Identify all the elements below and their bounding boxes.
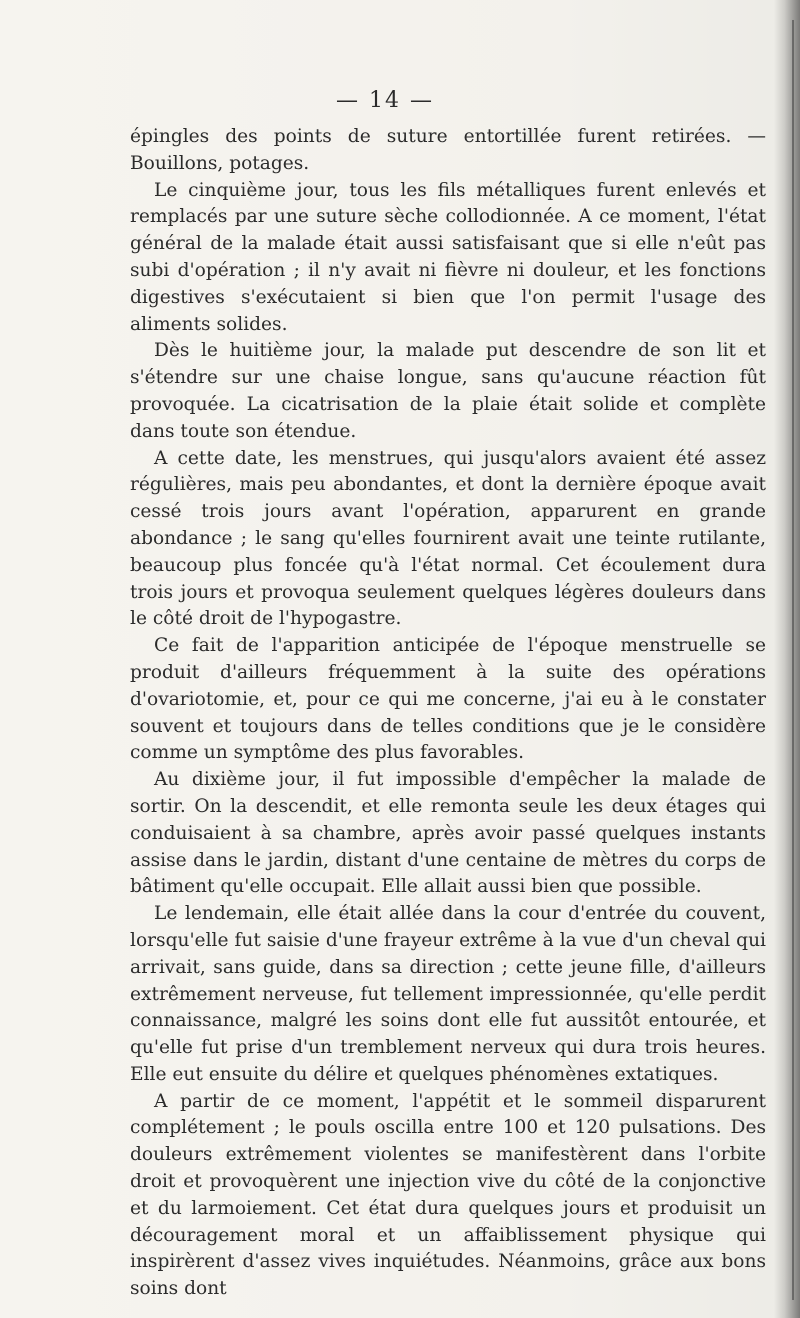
- paragraph: A partir de ce moment, l'appétit et le sommeil disparurent complétement ; le pouls oscilla entre 100 et 120 pulsations. Des douleurs extrêmement violentes se manifestèrent dans l'orbite droit et provoquèrent une injection vive du côté de la conjonctive et du larmoiement. Cet état dura quelques jours et produisit un découragement moral et un affaiblissement physique qui inspirèrent d'assez vives inquiétudes. Néanmoins, grâce aux bons soins dont: [130, 1090, 766, 1300]
- body-text: [130, 124, 766, 1303]
- paragraph: Ce fait de l'apparition anticipée de l'époque menstruelle se produit d'ailleurs fréquemment à la suite des opérations d'ovariotomie, et, pour ce qui me concerne, j'ai eu à le constater souvent et toujours dans de telles conditions que je le considère comme un symptôme des plus favorables.: [130, 635, 766, 764]
- paragraph: Au dixième jour, il fut impossible d'empêcher la malade de sortir. On la descendit, et elle remonta seule les deux étages qui conduisaient à sa chambre, après avoir passé quelques instants assise dans le jardin, distant d'une centaine de mètres du corps de bâtiment qu'elle occupait. Elle allait aussi bien que possible.: [130, 769, 766, 898]
- page-binding-edge: [774, 0, 800, 1318]
- paragraph: Dès le huitième jour, la malade put descendre de son lit et s'étendre sur une chaise longue, sans qu'aucune réaction fût provoquée. La cicatrisation de la plaie était solide et complète dans toute son étendue.: [130, 340, 766, 442]
- page-binding-line: [792, 20, 794, 1300]
- paragraph: épingles des points de suture entortillée furent retirées. — Bouillons, potages.: [130, 126, 766, 174]
- paragraph: Le lendemain, elle était allée dans la cour d'entrée du couvent, lorsqu'elle fut saisie d'une frayeur extrême à la vue d'un cheval qui arrivait, sans guide, dans sa direction ; cette jeune fille, d'ailleurs extrêmement nerveuse, fut tellement impressionnée, qu'elle perdit connaissance, malgré les soins dont elle fut aussitôt entourée, et qu'elle fut prise d'un tremblement nerveux qui dura trois heures. Elle eut ensuite du délire et quelques phénomènes extatiques.: [130, 903, 766, 1085]
- paragraph: Le cinquième jour, tous les fils métalliques furent enlevés et remplacés par une suture sèche collodionnée. A ce moment, l'état général de la malade était aussi satisfaisant que si elle n'eût pas subi d'opération ; il n'y avait ni fièvre ni douleur, et les fonctions digestives s'exécutaient si bien que l'on permit l'usage des aliments solides.: [130, 179, 766, 335]
- page-number-header: — 14 —: [336, 88, 434, 113]
- paragraph: A cette date, les menstrues, qui jusqu'alors avaient été assez régulières, mais peu abondantes, et dont la dernière époque avait cessé trois jours avant l'opération, apparurent en grande abondance ; le sang qu'elles fournirent avait une teinte rutilante, beaucoup plus foncée qu'à l'état normal. Cet écoulement dura trois jours et provoqua seulement quelques légères douleurs dans le côté droit de l'hypogastre.: [130, 447, 766, 630]
